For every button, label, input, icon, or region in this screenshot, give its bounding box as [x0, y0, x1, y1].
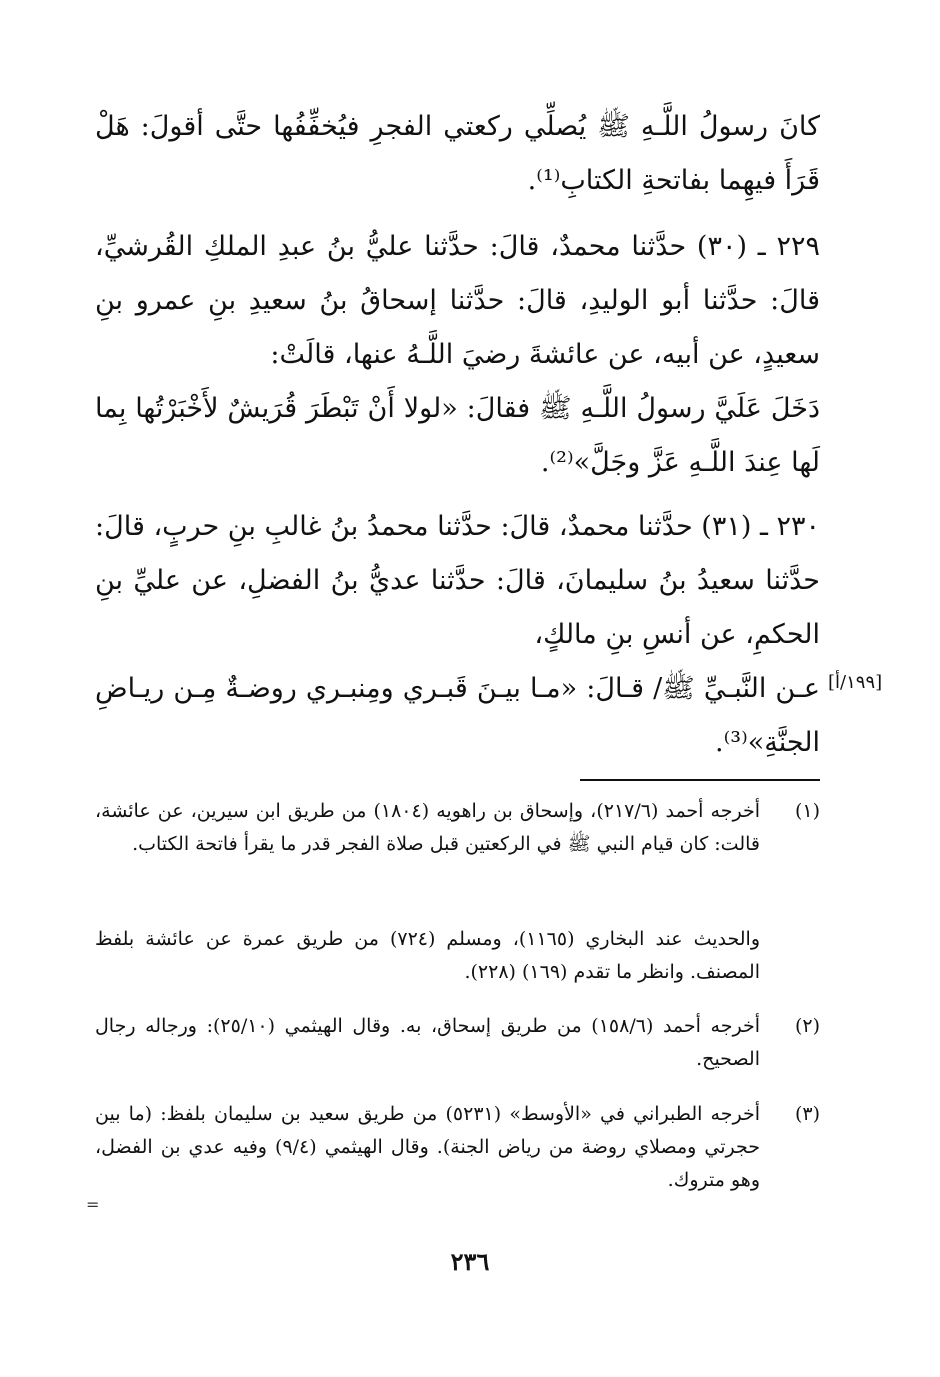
manuscript-folio-marker: [١٩٩/أ]	[828, 672, 883, 693]
footnote-number: (٢)	[794, 1015, 820, 1037]
footnote-number: (٣)	[794, 1103, 820, 1125]
footnote-text: أخرجه الطبراني في «الأوسط» (٥٢٣١) من طريق سعيد بن سليمان بلفظ: (ما بين حجرتي ومصلاي روضة من رياض الجنة). وقال الهيثمي (٩/٤) وفيه عدي بن الفضل، وهو متروك.	[95, 1103, 760, 1191]
footnote-3	[95, 1098, 820, 1197]
paragraph-hadith-230: عـن النَّبـيِّ ﷺ/ قـالَ: «مـا بيـنَ قَبـري ومِنبـري روضـةٌ مِـن ريـاضِ الجنَّةِ»⁽³⁾.	[95, 673, 820, 758]
paragraph-isnad-229: ٢٢٩ ـ (٣٠) حدَّثنا محمدٌ، قالَ: حدَّثنا عليُّ بنُ عبدِ الملكِ القُرشيِّ، قالَ: حدَّثنا أبو الوليدِ، قالَ: حدَّثنا إسحاقُ بنُ سعيدِ بنِ عمرو بنِ سعيدٍ، عن أبيه، عن عائشةَ رضيَ اللَّـهُ عنها، قالَتْ:	[95, 231, 820, 370]
footnote-1	[95, 795, 820, 861]
footnote-text: أخرجه أحمد (٢١٧/٦)، وإسحاق بن راهويه (١٨٠٤) من طريق ابن سيرين، عن عائشة، قالت: كان قيام النبي ﷺ في الركعتين قبل صلاة الفجر قدر ما يقرأ فاتحة الكتاب.	[95, 800, 760, 855]
paragraph-hadith-text: كانَ رسولُ اللَّـهِ ﷺ يُصلِّي ركعتي الفجرِ فيُخفِّفُها حتَّى أقولَ: هَلْ قَرَأَ فيهِما بفاتحةِ الكتابِ⁽¹⁾.	[95, 111, 820, 196]
footnote-text: والحديث عند البخاري (١١٦٥)، ومسلم (٧٢٤) من طريق عمرة عن عائشة بلفظ المصنف. وانظر ما تقدم (١٦٩) (٢٢٨).	[95, 928, 760, 983]
footnote-1-continuation	[95, 923, 820, 989]
footnote-text: أخرجه أحمد (١٥٨/٦) من طريق إسحاق، به. وقال الهيثمي (٢٥/١٠): ورجاله رجال الصحيح.	[95, 1015, 760, 1070]
continuation-mark: =	[86, 1195, 100, 1214]
footnote-separator	[580, 779, 820, 781]
page-number: ٢٣٦	[450, 1247, 490, 1276]
paragraph-hadith-229: دَخَلَ عَلَيَّ رسولُ اللَّـهِ ﷺ فقالَ: «لولا أَنْ تَبْطَرَ قُرَيشٌ لأَخْبَرْتُها بِما لَها عِندَ اللَّـهِ عَزَّ وجَلَّ»⁽²⁾.	[95, 393, 820, 478]
footnote-number: (١)	[794, 800, 820, 822]
paragraph-isnad-230: ٢٣٠ ـ (٣١) حدَّثنا محمدٌ، قالَ: حدَّثنا محمدُ بنُ غالبِ بنِ حربٍ، قالَ: حدَّثنا سعيدُ بنُ سليمانَ، قالَ: حدَّثنا عديُّ بنُ الفضلِ، عن عليِّ بنِ الحكمِ، عن أنسِ بنِ مالكٍ،	[95, 511, 821, 650]
footnote-2	[95, 1010, 820, 1076]
